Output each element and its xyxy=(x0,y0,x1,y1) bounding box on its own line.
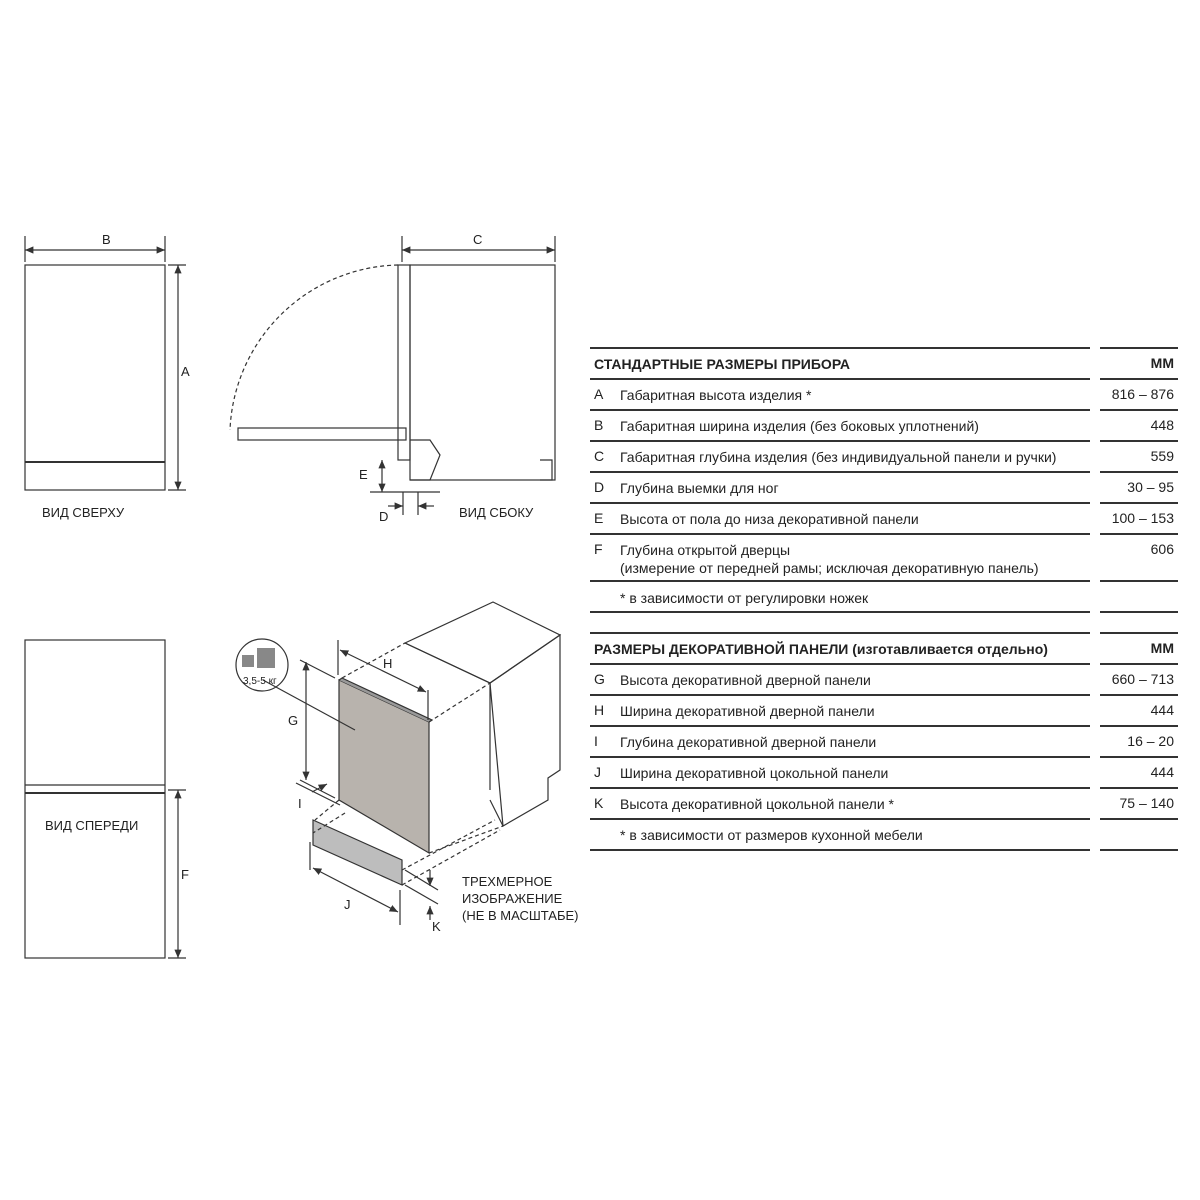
row-desc: Глубина открытой дверцы xyxy=(620,542,791,558)
dim-a-label: A xyxy=(181,364,190,379)
table-title: РАЗМЕРЫ ДЕКОРАТИВНОЙ ПАНЕЛИ (изготавливается отдельно) xyxy=(594,641,1048,657)
iso-label-1: ТРЕХМЕРНОЕ xyxy=(462,874,553,889)
row-desc: (измерение от передней рамы; исключая декоративную панель) xyxy=(620,560,1039,576)
row-value: 559 xyxy=(1150,448,1174,464)
row-value: 660 – 713 xyxy=(1111,671,1174,687)
dim-g-label: G xyxy=(288,713,299,728)
row-value: 448 xyxy=(1150,417,1174,433)
top-view xyxy=(25,236,186,490)
dim-e-label: E xyxy=(359,467,368,482)
row-desc: Высота от пола до низа декоративной панели xyxy=(620,511,919,527)
row-key: K xyxy=(594,795,604,811)
row-value: 606 xyxy=(1150,541,1174,557)
iso-label-3: (НЕ В МАСШТАБЕ) xyxy=(462,908,579,923)
row-key: I xyxy=(594,733,598,749)
dim-b-label: B xyxy=(102,232,111,247)
decor-door-panel xyxy=(339,680,429,853)
row-value: 444 xyxy=(1150,702,1174,718)
row-key: J xyxy=(594,764,601,780)
row-desc: Ширина декоративной цокольной панели xyxy=(620,765,889,781)
side-view-label: ВИД СБОКУ xyxy=(459,505,534,520)
row-value: 16 – 20 xyxy=(1127,733,1174,749)
dim-f-label: F xyxy=(181,867,189,882)
row-desc: Ширина декоративной дверной панели xyxy=(620,703,875,719)
dim-d-label: D xyxy=(379,509,389,524)
row-key: D xyxy=(594,479,605,495)
row-value: 816 – 876 xyxy=(1111,386,1174,402)
row-value: 444 xyxy=(1150,764,1174,780)
row-desc: Высота декоративной дверной панели xyxy=(620,672,871,688)
row-key: A xyxy=(594,386,604,402)
row-key: C xyxy=(594,448,605,464)
front-view-label: ВИД СПЕРЕДИ xyxy=(45,818,139,833)
unit-label: ММ xyxy=(1150,355,1174,371)
row-desc: Высота декоративной цокольной панели * xyxy=(620,796,894,812)
footnote-text: * в зависимости от размеров кухонной мебели xyxy=(620,827,923,843)
unit-label: ММ xyxy=(1150,640,1174,656)
table-title: СТАНДАРТНЫЕ РАЗМЕРЫ ПРИБОРА xyxy=(594,356,851,372)
dim-h-label: H xyxy=(383,656,393,671)
row-key: F xyxy=(594,541,603,557)
weight-label: 3,5-5 кг xyxy=(243,676,277,687)
row-value: 75 – 140 xyxy=(1119,795,1174,811)
row-key: G xyxy=(594,671,605,687)
top-view-label: ВИД СВЕРХУ xyxy=(42,505,125,520)
row-desc: Габаритная высота изделия * xyxy=(620,387,812,403)
row-desc: Габаритная ширина изделия (без боковых уплотнений) xyxy=(620,418,979,434)
row-key: B xyxy=(594,417,604,433)
dim-i-label: I xyxy=(298,796,302,811)
dim-j-label: J xyxy=(344,897,351,912)
row-key: E xyxy=(594,510,604,526)
row-key: H xyxy=(594,702,605,718)
row-desc: Габаритная глубина изделия (без индивидуальной панели и ручки) xyxy=(620,449,1057,465)
dim-c-label: C xyxy=(473,232,483,247)
row-value: 100 – 153 xyxy=(1111,510,1174,526)
row-desc: Глубина выемки для ног xyxy=(620,480,779,496)
row-desc: Глубина декоративной дверной панели xyxy=(620,734,877,750)
footnote-text: * в зависимости от регулировки ножек xyxy=(620,590,869,606)
dim-k-label: K xyxy=(432,919,441,934)
side-view xyxy=(230,236,555,515)
front-view xyxy=(25,640,186,958)
iso-label-2: ИЗОБРАЖЕНИЕ xyxy=(462,891,563,906)
row-value: 30 – 95 xyxy=(1127,479,1174,495)
